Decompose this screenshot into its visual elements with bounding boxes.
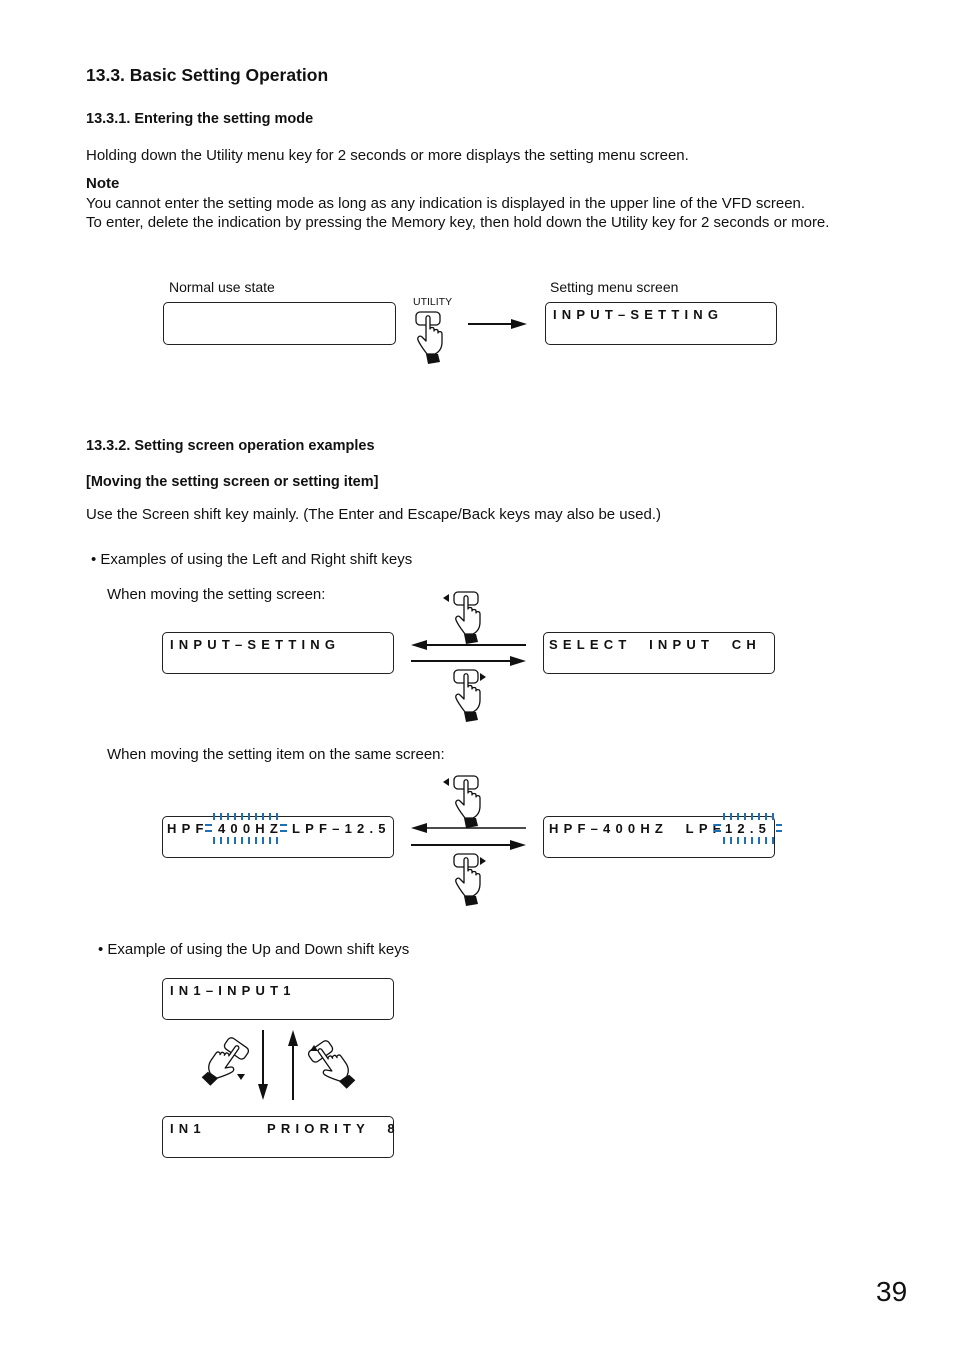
subsection-title-entering: 13.3.1. Entering the setting mode <box>86 111 314 127</box>
left-triangle-icon <box>443 778 449 786</box>
page-number: 39 <box>876 1276 908 1307</box>
label-moving-item: When moving the setting item on the same screen: <box>107 746 445 763</box>
blink-marks-left <box>205 813 287 844</box>
arrow-up-icon <box>288 1030 298 1046</box>
arrow-right-icon <box>510 840 526 850</box>
vfd-hpf-left-c: LPF–12.5 <box>292 821 391 836</box>
note-line-1: You cannot enter the setting mode as long as any indication is displayed in the upper line of the VFD screen. <box>86 195 806 212</box>
arrow-left-icon <box>411 823 427 833</box>
vfd-hpf-left-blinking: 400HZ <box>218 821 284 836</box>
vfd-in1-priority-b: PRIORITY 8 <box>267 1121 400 1136</box>
note-line-2: To enter, delete the indication by pressing the Memory key, then hold down the Utility key for 2 seconds or more. <box>86 214 830 231</box>
down-shift-hand-icon <box>199 1035 250 1093</box>
utility-hand-icon <box>416 312 442 364</box>
vfd-hpf-right-a: HPF–400HZ LPF <box>549 821 726 836</box>
vfd-in1-priority-a: IN1 <box>170 1121 206 1136</box>
label-moving-screen: When moving the setting screen: <box>107 586 326 603</box>
vfd-hpf-right-blinking: 12.5 <box>725 821 772 836</box>
subsection-title-examples: 13.3.2. Setting screen operation examples <box>86 438 375 454</box>
normal-use-label: Normal use state <box>169 279 275 295</box>
vfd-menu-text: INPUT–SETTING <box>553 307 724 322</box>
left-shift-hand-icon-2 <box>454 776 480 828</box>
setting-menu-label: Setting menu screen <box>550 279 679 295</box>
paragraph-utility: Holding down the Utility menu key for 2 seconds or more displays the setting menu screen. <box>86 147 689 164</box>
note-title: Note <box>86 175 120 192</box>
vfd-input-setting-text: INPUT–SETTING <box>170 637 341 652</box>
left-shift-hand-icon <box>454 592 480 644</box>
subsection-subtitle-moving: [Moving the setting screen or setting item] <box>86 474 379 490</box>
right-triangle-icon <box>480 857 486 865</box>
down-triangle-icon <box>237 1074 245 1080</box>
arrow-right-icon <box>510 656 526 666</box>
utility-key-label: UTILITY <box>413 296 453 308</box>
vfd-hpf-left-a: HPF <box>167 821 209 836</box>
right-shift-hand-icon-2 <box>454 854 480 906</box>
vfd-in1-input1-text: IN1–INPUT1 <box>170 983 296 998</box>
blink-marks-right <box>714 813 782 844</box>
bullet-left-right: • Examples of using the Left and Right shift keys <box>91 551 413 568</box>
vfd-select-input-text: SELECT INPUT CH <box>549 637 761 652</box>
left-triangle-icon <box>443 594 449 602</box>
section-heading: 13.3. Basic Setting Operation <box>86 65 329 85</box>
bullet-up-down: • Example of using the Up and Down shift keys <box>98 941 410 958</box>
arrow-left-icon <box>411 640 427 650</box>
right-triangle-icon <box>480 673 486 681</box>
paragraph-screen-shift: Use the Screen shift key mainly. (The Enter and Escape/Back keys may also be used.) <box>86 506 661 523</box>
right-shift-hand-icon <box>454 670 480 722</box>
arrow-down-icon <box>258 1084 268 1100</box>
arrow-right-icon <box>511 319 527 329</box>
